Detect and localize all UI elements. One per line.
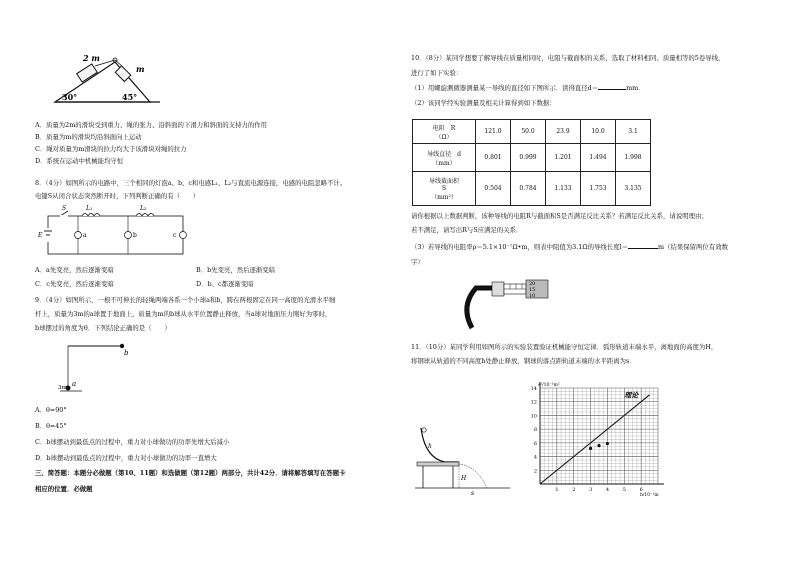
q11-line1: 11．（10分）某同学利用如图所示的实验装置验证机械能守恒定律．弧形轨道末端水平，离地面的高度为H， [411, 343, 718, 351]
pendulum-label-3m: 3m [58, 385, 67, 391]
q9-option-c: C．b球摆动到最低点的过程中，重力对小球做功的功率先增大后减小 [35, 438, 230, 446]
q8-option-b: B．b先变亮，然后逐渐变暗 [196, 266, 276, 274]
q8-option-a: A．a先变亮，然后逐渐变暗 [35, 266, 114, 274]
q10-item1 [411, 84, 645, 92]
track-label-h: h [428, 443, 432, 450]
table-cell: 50.0 [511, 120, 546, 144]
table-row [413, 144, 651, 172]
y-tick-label: 4 [533, 454, 537, 461]
s2-vs-h-chart [518, 378, 668, 496]
track-label-s: s [471, 490, 475, 497]
circuit-label-a: a [83, 232, 87, 239]
q7-option-b: B．质量为m的滑块均沿斜面向上运动 [35, 133, 142, 141]
y-tick-label: 12 [530, 399, 537, 406]
q11-line2: 将钢球从轨道的不同高度h处静止释放，钢球的落点距轨道末端的水平距离为s． [411, 357, 636, 365]
table-row-label-line: 导线截面积 [428, 178, 459, 185]
pendulum-figure [60, 336, 140, 396]
q8-option-c: C．c先变亮，然后逐渐变暗 [35, 280, 114, 288]
micrometer-tick-20: 20 [529, 281, 536, 287]
q7-option-d: D．系统在运动中机械能均守恒 [35, 157, 124, 165]
table-cell: 10.0 [581, 120, 616, 144]
y-tick-label: 6 [533, 440, 537, 447]
q10-question2-line2: 若不满足，请写出R与S应满足的关系． [411, 226, 523, 234]
table-cell: 3.1 [616, 120, 651, 144]
table-cell: 1.998 [616, 144, 651, 172]
incline-mass-big: 2 m [83, 53, 100, 63]
table-cell: 1.133 [546, 172, 581, 206]
table-cell: 0.784 [511, 172, 546, 206]
q10-line2: 进行了如下实验： [411, 69, 463, 77]
table-row-label-line: （mm²） [431, 194, 457, 201]
table-cell: 1.753 [581, 172, 616, 206]
y-axis-label: s²/10⁻¹m² [538, 383, 560, 388]
q9-option-b: B．θ=45° [35, 422, 67, 430]
theory-line-label: 理论 [624, 390, 639, 400]
table-cell: 23.9 [546, 120, 581, 144]
data-table [412, 119, 651, 206]
circuit-figure [38, 204, 190, 262]
section3-heading-line1: 三、简答题：本题分必做题（第10、11题）和选做题（第12题）两部分，共计42分．请将解答填写在答题卡 [35, 469, 346, 477]
q8-line1: 8．（4分）如图所示的电路中，三个相同的灯泡a、b、c和电感L₁、L₂与直流电源连接，电感的电阻忽略不计。 [35, 179, 347, 187]
table-cell: 1.201 [546, 144, 581, 172]
q9-line2: 杆上，质量为3m的a球置于地面上，质量为m的b球从水平位置静止释放，当a球对地面压力刚好为零时， [35, 310, 332, 318]
q8-line2: 电键S从闭合状态突然断开时，下列判断正确的有（ ） [35, 192, 200, 200]
q7-option-a: A．质量为2m的滑块受到重力、绳的张力、沿斜面的下滑力和斜面的支持力的作用 [35, 121, 268, 129]
q10-line1: 10．（8分）某同学想要了解导线在质量相同时，电阻与截面积的关系，选取了材料相同、质量相等的5卷导线， [411, 54, 725, 62]
section3-heading-line2: 相应的位置．必做题 [35, 485, 93, 493]
pendulum-label-a: a [72, 380, 77, 388]
data-point [606, 442, 609, 445]
circuit-label-c: c [173, 232, 177, 239]
q8-option-d: D．b、c都逐渐变暗 [196, 280, 254, 288]
q9-option-a: A．θ=90° [35, 406, 67, 414]
circuit-label-l2: L₂ [140, 205, 147, 212]
y-tick-label: 10 [530, 413, 537, 420]
q10-diameter-blank [598, 89, 626, 90]
q7-option-c: C．绳对质量为m滑块的拉力均大于该滑块对绳的拉力 [35, 145, 187, 153]
track-label-H: H [461, 475, 467, 482]
micrometer-figure [458, 266, 558, 336]
q10-question2-line1: 请你根据以上数据判断，该种导线的电阻R与截面积S是否满足反比关系？若满足反比关系，请说明理由； [411, 212, 708, 220]
q9-line3: b球摆过的角度为θ．下列结论正确的是（ ） [35, 324, 171, 332]
q10-length-blank [628, 248, 658, 249]
q10-item1-text: （1）用螺旋测微器测量某一导线的直径如下图所示．读得直径d＝ [411, 84, 599, 92]
data-point [597, 444, 600, 447]
q10-item1-unit: mm． [626, 84, 645, 92]
incline-figure [50, 52, 165, 107]
table-row-label-line: S [441, 185, 447, 192]
x-tick-label: 4 [605, 487, 610, 493]
q10-question3-line1 [411, 243, 728, 251]
micrometer-tick-10: 10 [529, 293, 536, 299]
x-tick-label: 1 [555, 487, 559, 493]
table-row-label-line: 电阻 R [432, 124, 456, 132]
table-row-label-line: （mm） [432, 159, 456, 167]
y-tick-label: 8 [533, 427, 537, 434]
micrometer-tick-15: 15 [529, 287, 536, 293]
data-point [589, 447, 592, 450]
x-axis-label: h/10⁻¹m [640, 493, 659, 498]
incline-angle-right: 45° [122, 92, 138, 102]
q9-option-d: D．b球摆动到最低点的过程中，重力对小球做功的功率一直增大 [35, 454, 217, 462]
q10-question3-tail: m（结果保留两位有效数 [658, 243, 728, 251]
table-cell: 1.494 [581, 144, 616, 172]
x-tick-label: 3 [589, 487, 593, 493]
q10-item2: （2）该同学经实验测量及相关计算得到如下数据： [411, 99, 556, 107]
q10-question3-text: （3）若导线的电阻率ρ＝5.1×10⁻⁷Ω•m，则表中阻值为3.1Ω的导线长度l＝ [411, 243, 629, 251]
table-cell: 0.999 [511, 144, 546, 172]
table-row [413, 120, 651, 144]
circuit-label-l1: L₁ [86, 205, 93, 212]
table-cell: 0.801 [476, 144, 511, 172]
y-tick-label: 14 [530, 386, 537, 392]
x-tick-label: 5 [622, 487, 626, 493]
incline-angle-left: 30° [62, 92, 78, 102]
table-cell: 121.0 [476, 120, 511, 144]
pendulum-label-b: b [124, 349, 129, 357]
table-row-label [413, 144, 476, 172]
track-apparatus-figure [415, 418, 515, 496]
x-tick-label: 2 [572, 487, 576, 493]
x-tick-label: 6 [639, 487, 643, 493]
q10-question3-line2: 字） [411, 258, 424, 266]
q9-line1: 9．（4分）如图所示，一根不可伸长的轻绳两端各系一个小球a和b，跨在两根固定在同一高度的光滑水平细 [35, 296, 336, 304]
table-cell: 3.135 [616, 172, 651, 206]
table-row-label [413, 172, 476, 206]
table-row-label-line: 导线直径 d [427, 150, 461, 158]
table-row [413, 172, 651, 206]
circuit-label-e: E [38, 232, 43, 239]
incline-mass-small: m [136, 64, 145, 74]
table-row-label-line: （Ω） [435, 133, 453, 141]
table-row-label [413, 120, 476, 144]
table-cell: 0.504 [476, 172, 511, 206]
circuit-label-b: b [133, 232, 137, 239]
y-tick-label: 2 [533, 468, 537, 475]
circuit-label-s: S [62, 205, 67, 212]
